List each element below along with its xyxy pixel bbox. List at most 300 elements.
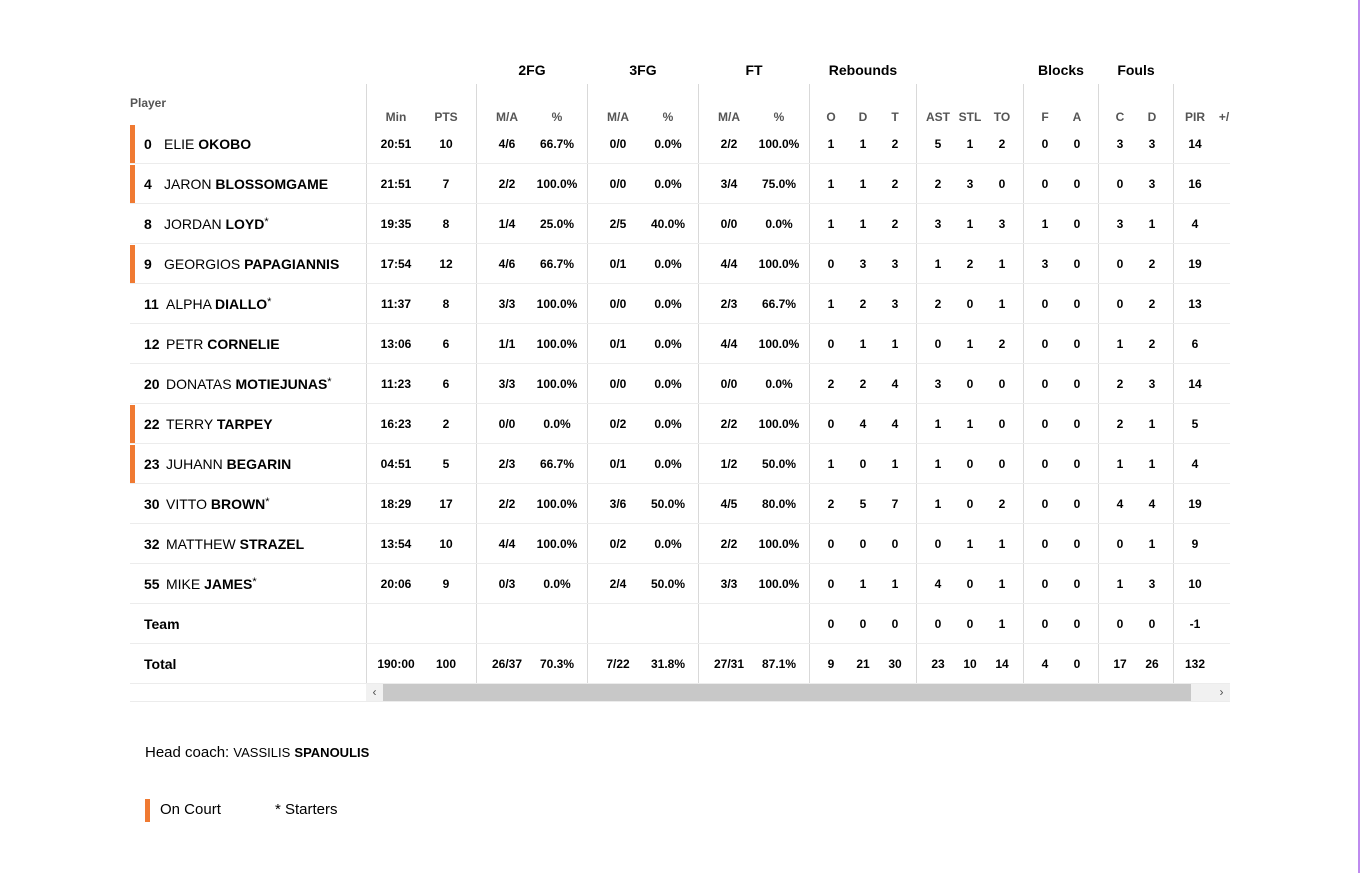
- player-first-name: MATTHEW: [166, 536, 240, 552]
- player-number: 20: [144, 376, 160, 392]
- stat-cell: 1/4: [498, 217, 516, 231]
- stat-cell: 100.0%: [536, 337, 578, 351]
- player-row[interactable]: [130, 404, 366, 444]
- player-name[interactable]: [164, 244, 339, 284]
- stat-cell: 1/2: [720, 457, 738, 471]
- stat-cell: 0.0%: [654, 177, 682, 191]
- stat-cell: 7: [891, 497, 899, 511]
- stat-cell: 3: [859, 257, 867, 271]
- stat-cell: 1: [1116, 337, 1124, 351]
- player-first-name: PETR: [166, 336, 208, 352]
- player-number: 8: [144, 216, 152, 232]
- stat-cell: 0: [1073, 657, 1081, 671]
- stat-cell: 7/22: [606, 657, 630, 671]
- stat-cell: 0: [859, 457, 867, 471]
- stat-cell: 1: [966, 537, 974, 551]
- player-last-name: BROWN: [210, 496, 266, 512]
- player-row[interactable]: [130, 444, 366, 484]
- stat-cell: 3: [966, 177, 974, 191]
- stat-cell: 4/6: [498, 257, 516, 271]
- stat-cell: 190:00: [377, 657, 415, 671]
- stat-cell: 1: [859, 217, 867, 231]
- stat-cell: 0/1: [609, 457, 627, 471]
- stat-cell: 0.0%: [654, 537, 682, 551]
- stat-cell: 66.7%: [539, 457, 575, 471]
- stat-cell: 0: [891, 537, 899, 551]
- stat-cell: 0: [1148, 617, 1156, 631]
- stat-cell: 1: [859, 337, 867, 351]
- stat-cell: 3: [1148, 577, 1156, 591]
- player-row[interactable]: [130, 164, 366, 204]
- stat-cell: 66.7%: [539, 257, 575, 271]
- scrollbar-thumb[interactable]: [383, 684, 1191, 701]
- stat-cell: 0/0: [720, 377, 738, 391]
- stat-cell: 0: [1041, 457, 1049, 471]
- stat-cell: 14: [1188, 137, 1202, 151]
- stat-cell: 1: [1041, 217, 1049, 231]
- stat-cell: 0: [827, 337, 835, 351]
- stat-cell: 20:51: [380, 137, 412, 151]
- stat-cell: 2/2: [720, 537, 738, 551]
- player-row[interactable]: [130, 564, 366, 604]
- stat-cell: 0: [966, 497, 974, 511]
- player-number: 55: [144, 576, 160, 592]
- stat-cell: 2: [891, 137, 899, 151]
- stat-cell: 75.0%: [761, 177, 797, 191]
- player-first-name: JUHANN: [166, 456, 227, 472]
- column-header[interactable]: %: [662, 110, 674, 124]
- stat-cell: 0.0%: [765, 217, 793, 231]
- stat-cell: 50.0%: [650, 577, 686, 591]
- stat-cell: 16:23: [380, 417, 412, 431]
- stat-cell: 25.0%: [539, 217, 575, 231]
- player-row[interactable]: [130, 604, 366, 644]
- stat-cell: 26: [1145, 657, 1159, 671]
- column-header[interactable]: PIR: [1184, 110, 1205, 124]
- player-last-name: PAPAGIANNIS: [244, 256, 340, 272]
- stat-cell: 4: [891, 417, 899, 431]
- stat-cell: 4: [934, 577, 942, 591]
- stat-cell: 100: [435, 657, 457, 671]
- on-court-indicator: [130, 165, 135, 203]
- player-first-name: MIKE: [166, 576, 205, 592]
- stat-cell: 3: [1116, 137, 1124, 151]
- stat-cell: 17: [439, 497, 453, 511]
- stat-cell: 0.0%: [654, 297, 682, 311]
- stat-cell: 21: [856, 657, 870, 671]
- player-last-name: STRAZEL: [239, 536, 305, 552]
- stat-cell: 0: [1073, 417, 1081, 431]
- stat-cell: 5: [442, 457, 450, 471]
- stat-cell: 1: [859, 577, 867, 591]
- stat-cell: 1: [827, 217, 835, 231]
- stat-cell: 0: [1041, 137, 1049, 151]
- stat-cell: 3: [1148, 137, 1156, 151]
- player-first-name: TERRY: [166, 416, 217, 432]
- stat-cell: 0: [998, 417, 1006, 431]
- stat-cell: 70.3%: [539, 657, 575, 671]
- stat-cell: 7: [442, 177, 450, 191]
- stat-cell: 3: [1041, 257, 1049, 271]
- stat-cell: 1: [1148, 417, 1156, 431]
- column-header[interactable]: O: [826, 110, 836, 124]
- stat-cell: 66.7%: [761, 297, 797, 311]
- stat-cell: 1: [1148, 457, 1156, 471]
- stat-cell: 1: [891, 577, 899, 591]
- player-first-name: GEORGIOS: [164, 256, 245, 272]
- stat-cell: 0: [1041, 417, 1049, 431]
- player-name[interactable]: [166, 484, 270, 524]
- player-row[interactable]: [130, 284, 366, 324]
- stat-cell: 2: [827, 377, 835, 391]
- stat-cell: 0: [859, 617, 867, 631]
- player-first-name: VITTO: [166, 496, 211, 512]
- stat-cell: 4/4: [498, 537, 516, 551]
- stat-cell: 0: [1041, 337, 1049, 351]
- stat-cell: 10: [963, 657, 977, 671]
- player-name[interactable]: [166, 284, 271, 324]
- stat-cell: 2: [859, 377, 867, 391]
- stat-cell: 2: [859, 297, 867, 311]
- stat-cell: 0: [1041, 617, 1049, 631]
- player-number: 9: [144, 256, 152, 272]
- stat-cell: 0: [827, 617, 835, 631]
- player-row[interactable]: [130, 124, 366, 164]
- stat-cell: 0: [827, 257, 835, 271]
- head-coach-last-name: SPANOULIS: [294, 745, 370, 760]
- stat-cell: 0.0%: [654, 337, 682, 351]
- stat-cell: 3/3: [498, 377, 516, 391]
- column-header[interactable]: STL: [958, 110, 982, 124]
- stat-cell: 0: [1073, 577, 1081, 591]
- column-header[interactable]: T: [891, 110, 899, 124]
- player-number: 11: [144, 296, 159, 312]
- stat-cell: 5: [1191, 417, 1199, 431]
- player-name[interactable]: [164, 164, 328, 204]
- stat-cell: 11:23: [380, 377, 412, 391]
- stat-cell: 31.8%: [650, 657, 686, 671]
- stat-cell: 10: [439, 537, 453, 551]
- stat-cell: 0.0%: [765, 377, 793, 391]
- stat-cell: 8: [442, 297, 450, 311]
- stat-cell: 100.0%: [758, 577, 800, 591]
- column-divider: [698, 84, 699, 684]
- stat-cell: 3: [998, 217, 1006, 231]
- stat-cell: 4: [1148, 497, 1156, 511]
- stat-cell: 132: [1184, 657, 1206, 671]
- stat-cell: 14: [995, 657, 1009, 671]
- player-first-name: ALPHA: [166, 296, 216, 312]
- stat-cell: 0/0: [609, 137, 627, 151]
- player-row[interactable]: [130, 524, 366, 564]
- stat-cell: 2: [998, 137, 1006, 151]
- stat-cell: 0.0%: [654, 257, 682, 271]
- stat-cell: 1: [998, 577, 1006, 591]
- starter-marker: *: [264, 216, 269, 228]
- player-last-name: OKOBO: [198, 136, 252, 152]
- group-header-fg2: 2FG: [518, 62, 546, 78]
- starter-marker: *: [267, 296, 272, 308]
- stat-cell: 0: [998, 457, 1006, 471]
- stat-cell: 2/3: [498, 457, 516, 471]
- stat-cell: 1: [891, 337, 899, 351]
- head-coach-first-name: VASSILIS: [233, 745, 291, 760]
- stat-cell: 19: [1188, 257, 1202, 271]
- column-header[interactable]: F: [1041, 110, 1049, 124]
- player-row[interactable]: [130, 484, 366, 524]
- stat-cell: 3/4: [720, 177, 738, 191]
- stat-cell: 2/2: [720, 417, 738, 431]
- stat-cell: 0.0%: [654, 457, 682, 471]
- column-header[interactable]: PTS: [434, 110, 458, 124]
- stat-cell: 87.1%: [761, 657, 797, 671]
- stat-cell: 0: [859, 537, 867, 551]
- stat-cell: 2: [891, 177, 899, 191]
- player-number: 23: [144, 456, 160, 472]
- stat-cell: 0: [1116, 297, 1124, 311]
- stat-cell: 0: [998, 177, 1006, 191]
- stat-cell: 3: [891, 257, 899, 271]
- player-row[interactable]: [130, 644, 366, 684]
- stat-cell: 30: [888, 657, 902, 671]
- player-number: 4: [144, 176, 152, 192]
- player-first-name: JARON: [164, 176, 216, 192]
- horizontal-scrollbar[interactable]: [366, 684, 1230, 701]
- stat-cell: 100.0%: [758, 137, 800, 151]
- player-last-name: LOYD: [225, 216, 265, 232]
- stat-cell: 0: [1073, 257, 1081, 271]
- stat-cell: 17:54: [380, 257, 412, 271]
- player-row[interactable]: [130, 324, 366, 364]
- column-header[interactable]: %: [773, 110, 785, 124]
- stat-cell: 0/1: [609, 257, 627, 271]
- column-header[interactable]: C: [1115, 110, 1125, 124]
- stat-cell: 0: [1041, 577, 1049, 591]
- stats-table[interactable]: [366, 62, 1230, 704]
- stat-cell: 6: [442, 377, 450, 391]
- player-name[interactable]: [166, 364, 332, 404]
- player-first-name: DONATAS: [166, 376, 236, 392]
- player-first-name: JORDAN: [164, 216, 226, 232]
- stat-cell: 2: [1148, 297, 1156, 311]
- stat-cell: 0: [827, 537, 835, 551]
- column-header[interactable]: %: [551, 110, 563, 124]
- stat-cell: 2: [1148, 337, 1156, 351]
- column-header[interactable]: M/A: [718, 110, 740, 124]
- table-bottom-divider: [130, 701, 1230, 702]
- stat-cell: 26/37: [491, 657, 523, 671]
- head-coach: [145, 744, 369, 761]
- player-name[interactable]: [166, 564, 257, 604]
- player-name[interactable]: [164, 124, 251, 164]
- scroll-left-icon[interactable]: ‹: [372, 685, 377, 699]
- stat-cell: 1: [891, 457, 899, 471]
- column-divider: [587, 84, 588, 684]
- stat-cell: 2/2: [498, 497, 516, 511]
- stat-cell: 6: [1191, 337, 1199, 351]
- stat-cell: 3: [1148, 377, 1156, 391]
- stat-cell: 5: [859, 497, 867, 511]
- player-last-name: BLOSSOMGAME: [215, 176, 329, 192]
- stat-cell: 13: [1188, 297, 1202, 311]
- stat-cell: 0/1: [609, 337, 627, 351]
- stat-cell: 1: [827, 297, 835, 311]
- group-header-blk: Blocks: [1038, 62, 1084, 78]
- stat-cell: 0: [934, 337, 942, 351]
- stat-cell: 3/6: [609, 497, 627, 511]
- stat-cell: 0: [1073, 137, 1081, 151]
- stat-cell: 100.0%: [758, 417, 800, 431]
- stat-cell: 0: [966, 457, 974, 471]
- stat-cell: 0: [966, 617, 974, 631]
- stat-cell: -1: [1189, 617, 1201, 631]
- stat-cell: 66.7%: [539, 137, 575, 151]
- stat-cell: 2: [966, 257, 974, 271]
- stat-cell: 1: [827, 177, 835, 191]
- stat-cell: 100.0%: [758, 537, 800, 551]
- stat-cell: 3: [891, 297, 899, 311]
- stat-cell: 1: [934, 417, 942, 431]
- starters-legend: * Starters: [275, 801, 338, 818]
- player-last-name: BEGARIN: [226, 456, 292, 472]
- stat-cell: 13:54: [380, 537, 412, 551]
- player-last-name: TARPEY: [216, 416, 273, 432]
- on-court-indicator: [130, 125, 135, 163]
- stat-cell: 16: [1188, 177, 1202, 191]
- stat-cell: 0: [934, 617, 942, 631]
- stat-cell: 19: [1188, 497, 1202, 511]
- player-name[interactable]: [166, 404, 273, 444]
- column-header[interactable]: D: [858, 110, 868, 124]
- stat-cell: 0.0%: [654, 417, 682, 431]
- scroll-right-icon[interactable]: ›: [1219, 685, 1224, 699]
- player-last-name: CORNELIE: [207, 336, 280, 352]
- stat-cell: 4/4: [720, 337, 738, 351]
- stat-cell: 0: [891, 617, 899, 631]
- player-number: 22: [144, 416, 160, 432]
- player-name[interactable]: [164, 204, 269, 244]
- stat-cell: 0: [934, 537, 942, 551]
- stat-cell: 1: [1148, 537, 1156, 551]
- player-row[interactable]: [130, 244, 366, 284]
- player-number: 0: [144, 136, 152, 152]
- stat-cell: 2: [998, 497, 1006, 511]
- stat-cell: 4/6: [498, 137, 516, 151]
- stat-cell: 0: [1073, 537, 1081, 551]
- stat-cell: 1: [966, 337, 974, 351]
- stat-cell: 0: [1041, 377, 1049, 391]
- column-header[interactable]: TO: [993, 110, 1011, 124]
- stat-cell: 9: [1191, 537, 1199, 551]
- stat-cell: 12: [439, 257, 453, 271]
- stat-cell: 0/0: [609, 377, 627, 391]
- stat-cell: 4/4: [720, 257, 738, 271]
- column-header[interactable]: A: [1072, 110, 1082, 124]
- player-name[interactable]: [166, 444, 291, 484]
- stat-cell: 3: [1116, 217, 1124, 231]
- stat-cell: 8: [442, 217, 450, 231]
- stat-cell: 1/1: [498, 337, 516, 351]
- player-row[interactable]: [130, 204, 366, 244]
- column-divider: [366, 84, 367, 684]
- column-header[interactable]: M/A: [496, 110, 518, 124]
- summary-label: Team: [144, 616, 180, 632]
- player-row[interactable]: [130, 364, 366, 404]
- stat-cell: 0.0%: [543, 417, 571, 431]
- stat-cell: 0: [1041, 497, 1049, 511]
- starter-marker: *: [252, 576, 257, 588]
- player-first-name: ELIE: [164, 136, 199, 152]
- stat-cell: 0: [1116, 617, 1124, 631]
- stat-cell: 1: [966, 137, 974, 151]
- stat-cell: 2: [891, 217, 899, 231]
- stat-cell: 2: [1148, 257, 1156, 271]
- on-court-indicator: [130, 405, 135, 443]
- stat-cell: 1: [934, 497, 942, 511]
- stat-cell: 0: [998, 377, 1006, 391]
- stat-cell: 20:06: [380, 577, 412, 591]
- stat-cell: 11:37: [380, 297, 412, 311]
- stat-cell: 17: [1113, 657, 1127, 671]
- stat-cell: 1: [998, 617, 1006, 631]
- stat-cell: 80.0%: [761, 497, 797, 511]
- stat-cell: 2/4: [609, 577, 627, 591]
- column-header[interactable]: Min: [385, 110, 407, 124]
- stat-cell: 0: [1041, 297, 1049, 311]
- stat-cell: 100.0%: [536, 177, 578, 191]
- stat-cell: 3: [934, 377, 942, 391]
- stat-cell: 2/2: [720, 137, 738, 151]
- stat-cell: 27/31: [713, 657, 745, 671]
- stat-cell: 100.0%: [758, 257, 800, 271]
- stat-cell: 0: [1041, 537, 1049, 551]
- stat-cell: 0: [1073, 337, 1081, 351]
- stat-cell: 3/3: [720, 577, 738, 591]
- stat-cell: 4/5: [720, 497, 738, 511]
- stat-cell: 0.0%: [654, 137, 682, 151]
- stat-cell: 5: [934, 137, 942, 151]
- player-column-header: Player: [130, 96, 167, 110]
- player-name[interactable]: [166, 524, 304, 564]
- stat-cell: 3/3: [498, 297, 516, 311]
- stat-cell: 0: [1116, 177, 1124, 191]
- stat-cell: 2: [1116, 377, 1124, 391]
- stat-cell: 1: [1148, 217, 1156, 231]
- column-header[interactable]: AST: [926, 110, 950, 124]
- stat-cell: 0.0%: [654, 377, 682, 391]
- stat-cell: 1: [998, 257, 1006, 271]
- column-header[interactable]: M/A: [607, 110, 629, 124]
- stat-cell: 0: [1116, 257, 1124, 271]
- stat-cell: 4: [1041, 657, 1049, 671]
- stat-cell: 50.0%: [761, 457, 797, 471]
- stat-cell: 0: [1073, 177, 1081, 191]
- stat-cell: 2: [934, 177, 942, 191]
- player-name[interactable]: [166, 324, 280, 364]
- stat-cell: 0: [1073, 377, 1081, 391]
- stat-cell: 0: [1073, 217, 1081, 231]
- on-court-legend-swatch: [145, 799, 150, 822]
- starter-marker: *: [327, 376, 332, 388]
- stat-cell: 0.0%: [543, 577, 571, 591]
- stat-cell: 100.0%: [536, 537, 578, 551]
- stat-cell: 1: [934, 257, 942, 271]
- column-header[interactable]: +/: [1218, 110, 1230, 124]
- stat-cell: 04:51: [380, 457, 412, 471]
- column-header[interactable]: D: [1147, 110, 1157, 124]
- stat-cell: 0: [966, 297, 974, 311]
- stat-cell: 0: [1073, 457, 1081, 471]
